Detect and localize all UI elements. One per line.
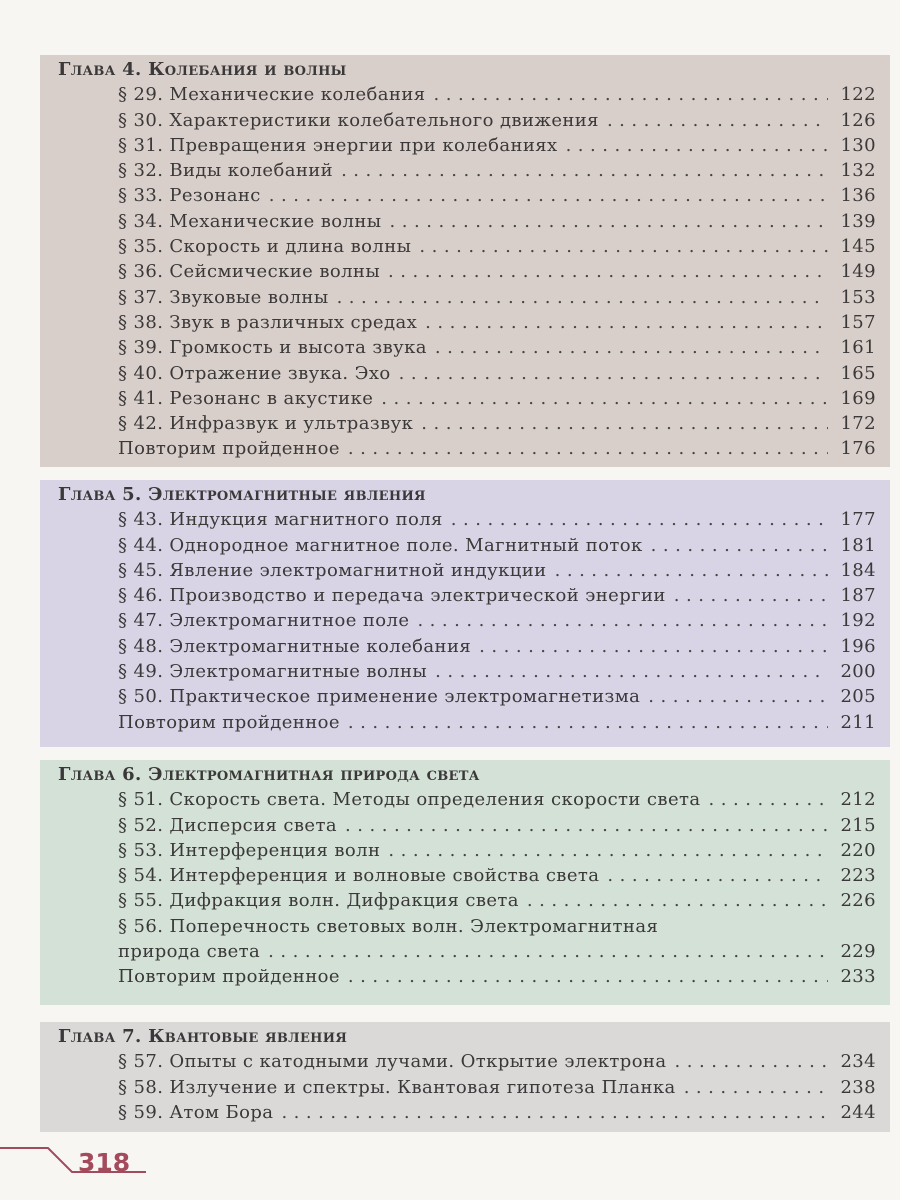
dot-leader — [674, 1049, 828, 1074]
dot-leader — [684, 1075, 828, 1100]
dot-leader — [337, 285, 828, 310]
section-title: Повторим пройденное — [118, 966, 340, 988]
page-ref: 200 — [840, 661, 876, 683]
dot-leader — [451, 507, 828, 532]
page-ref: 130 — [840, 134, 876, 156]
section-number: § 58. — [118, 1076, 164, 1098]
dot-leader — [388, 259, 828, 284]
chapter-5-section — [40, 480, 890, 747]
section-title: Резонанс в акустике — [169, 387, 374, 409]
page-ref: 244 — [840, 1101, 876, 1123]
chapter-4-section — [40, 55, 890, 467]
section-number: § 43. — [118, 509, 164, 531]
section-title-continuation: природа света — [118, 941, 261, 963]
page-ref: 223 — [840, 865, 876, 887]
toc-entry-first-line[interactable] — [58, 914, 876, 939]
section-number: § 41. — [118, 387, 164, 409]
toc-entry[interactable] — [58, 335, 876, 360]
page-ref: 181 — [840, 534, 876, 556]
dot-leader — [555, 558, 828, 583]
page-ref: 165 — [840, 362, 876, 384]
toc-entry[interactable] — [58, 1100, 876, 1125]
page-ref: 153 — [840, 286, 876, 308]
section-number: § 33. — [118, 185, 164, 207]
dot-leader — [268, 939, 828, 964]
page-ref: 196 — [840, 635, 876, 657]
page-ref: 211 — [840, 711, 876, 733]
section-number: § 42. — [118, 413, 164, 435]
toc-entry[interactable] — [58, 361, 876, 386]
dot-leader — [421, 411, 828, 436]
chapter-7-section — [40, 1022, 890, 1132]
toc-entry[interactable] — [58, 209, 876, 234]
section-number: § 32. — [118, 160, 164, 182]
section-title: Механические колебания — [169, 84, 426, 106]
section-title: Поперечность световых волн. Электромагнитная — [169, 915, 659, 937]
toc-entry[interactable] — [58, 386, 876, 411]
toc-entry[interactable] — [58, 158, 876, 183]
toc-entry[interactable] — [58, 964, 876, 989]
section-title: Электромагнитное поле — [169, 610, 410, 632]
toc-entry[interactable] — [58, 1075, 876, 1100]
dot-leader — [435, 659, 828, 684]
chapter-heading: Глава 5. Электромагнитные явления — [58, 484, 426, 505]
page-ref: 233 — [840, 966, 876, 988]
dot-leader — [425, 310, 828, 335]
toc-entry[interactable] — [58, 710, 876, 735]
toc-entry[interactable] — [58, 436, 876, 461]
section-title: Излучение и спектры. Квантовая гипотеза Планка — [169, 1076, 676, 1098]
chapter-heading: Глава 4. Колебания и волны — [58, 59, 347, 80]
page-ref: 212 — [840, 789, 876, 811]
section-number: § 38. — [118, 311, 164, 333]
dot-leader — [281, 1100, 828, 1125]
section-number: § 39. — [118, 337, 164, 359]
dot-leader — [390, 209, 828, 234]
dot-leader — [648, 684, 828, 709]
section-number: § 54. — [118, 865, 164, 887]
dot-leader — [341, 158, 828, 183]
section-number: § 50. — [118, 686, 164, 708]
toc-entry[interactable] — [58, 888, 876, 913]
dot-leader — [607, 863, 828, 888]
page-ref: 226 — [840, 890, 876, 912]
section-title: Повторим пройденное — [118, 711, 340, 733]
section-title: Механические волны — [169, 210, 382, 232]
toc-entry[interactable] — [58, 659, 876, 684]
section-number: § 53. — [118, 839, 164, 861]
section-title: Интерференция и волновые свойства света — [169, 865, 600, 887]
toc-entry[interactable] — [58, 813, 876, 838]
section-number: § 52. — [118, 814, 164, 836]
section-number: § 36. — [118, 261, 164, 283]
section-number: § 30. — [118, 109, 164, 131]
page-ref: 184 — [840, 559, 876, 581]
dot-leader — [388, 838, 828, 863]
dot-leader — [566, 133, 828, 158]
dot-leader — [399, 361, 828, 386]
dot-leader — [417, 608, 828, 633]
section-title: Звук в различных средах — [169, 311, 418, 333]
section-number: § 44. — [118, 534, 164, 556]
toc-entry[interactable] — [58, 533, 876, 558]
section-title: Дисперсия света — [169, 814, 337, 836]
dot-leader — [674, 583, 828, 608]
dot-leader — [435, 335, 828, 360]
page-ref: 229 — [840, 941, 876, 963]
toc-entry[interactable] — [58, 507, 876, 532]
dot-leader — [433, 82, 828, 107]
dot-leader — [651, 533, 828, 558]
page-ref: 172 — [840, 413, 876, 435]
section-number: § 59. — [118, 1101, 164, 1123]
page-number: 318 — [78, 1148, 131, 1177]
toc-entry[interactable] — [58, 183, 876, 208]
section-title: Отражение звука. Эхо — [169, 362, 391, 384]
section-title: Скорость света. Методы определения скорости света — [169, 789, 701, 811]
dot-leader — [527, 888, 828, 913]
section-number: § 45. — [118, 559, 164, 581]
section-title: Сейсмические волны — [169, 261, 381, 283]
section-number: § 56. — [118, 915, 164, 937]
page-ref: 187 — [840, 585, 876, 607]
section-title: Индукция магнитного поля — [169, 509, 443, 531]
toc-entry[interactable] — [58, 310, 876, 335]
toc-entry[interactable] — [58, 838, 876, 863]
page-ref: 136 — [840, 185, 876, 207]
section-number: § 46. — [118, 585, 164, 607]
dot-leader — [607, 108, 828, 133]
toc-entry[interactable] — [58, 82, 876, 107]
section-number: § 47. — [118, 610, 164, 632]
section-title: Резонанс — [169, 185, 261, 207]
section-number: § 29. — [118, 84, 164, 106]
dot-leader — [709, 787, 829, 812]
page-ref: 132 — [840, 160, 876, 182]
toc-entry[interactable] — [58, 608, 876, 633]
toc-entry[interactable] — [58, 939, 876, 964]
section-number: § 48. — [118, 635, 164, 657]
section-number: § 57. — [118, 1051, 164, 1073]
section-number: § 49. — [118, 661, 164, 683]
section-title: Виды колебаний — [169, 160, 334, 182]
section-title: Звуковые волны — [169, 286, 329, 308]
toc-entry[interactable] — [58, 684, 876, 709]
section-title: Повторим пройденное — [118, 438, 340, 460]
toc-entry[interactable] — [58, 787, 876, 812]
page-ref: 238 — [840, 1076, 876, 1098]
section-title: Практическое применение электромагнетизма — [169, 686, 641, 708]
page-ref: 220 — [840, 839, 876, 861]
section-title: Производство и передача электрической энергии — [169, 585, 666, 607]
page-ref: 169 — [840, 387, 876, 409]
chapter-heading: Глава 7. Квантовые явления — [58, 1026, 348, 1047]
toc-entry[interactable] — [58, 133, 876, 158]
toc-entry[interactable] — [58, 234, 876, 259]
page-ref: 157 — [840, 311, 876, 333]
section-number: § 55. — [118, 890, 164, 912]
page-ref: 145 — [840, 236, 876, 258]
dot-leader — [269, 183, 828, 208]
toc-entry[interactable] — [58, 259, 876, 284]
page-ref: 139 — [840, 210, 876, 232]
section-number: § 37. — [118, 286, 164, 308]
page-ref: 177 — [840, 509, 876, 531]
toc-entry[interactable] — [58, 285, 876, 310]
section-title: Характеристики колебательного движения — [169, 109, 599, 131]
page-ref: 176 — [840, 438, 876, 460]
section-title: Инфразвук и ультразвук — [169, 413, 414, 435]
chapter-6-section — [40, 760, 890, 1005]
dot-leader — [348, 964, 828, 989]
toc-entry[interactable] — [58, 583, 876, 608]
section-number: § 40. — [118, 362, 164, 384]
toc-entry[interactable] — [58, 634, 876, 659]
section-title: Скорость и длина волны — [169, 236, 412, 258]
section-title: Электромагнитные колебания — [169, 635, 472, 657]
section-number: § 31. — [118, 134, 164, 156]
section-title: Дифракция волн. Дифракция света — [169, 890, 519, 912]
section-title: Явление электромагнитной индукции — [169, 559, 547, 581]
page-ref: 126 — [840, 109, 876, 131]
section-number: § 35. — [118, 236, 164, 258]
section-title: Атом Бора — [169, 1101, 274, 1123]
section-title: Электромагнитные волны — [169, 661, 428, 683]
dot-leader — [381, 386, 828, 411]
section-title: Опыты с катодными лучами. Открытие электрона — [169, 1051, 667, 1073]
toc-entry[interactable] — [58, 558, 876, 583]
toc-entry[interactable] — [58, 108, 876, 133]
section-title: Превращения энергии при колебаниях — [169, 134, 558, 156]
page-ref: 205 — [840, 686, 876, 708]
section-title: Однородное магнитное поле. Магнитный поток — [169, 534, 643, 556]
toc-entry[interactable] — [58, 1049, 876, 1074]
page-ref: 122 — [840, 84, 876, 106]
chapter-heading: Глава 6. Электромагнитная природа света — [58, 764, 480, 785]
section-number: § 51. — [118, 789, 164, 811]
dot-leader — [479, 634, 828, 659]
section-title: Интерференция волн — [169, 839, 381, 861]
toc-entry[interactable] — [58, 863, 876, 888]
section-number: § 34. — [118, 210, 164, 232]
page-ref: 215 — [840, 814, 876, 836]
section-title: Громкость и высота звука — [169, 337, 427, 359]
page-ref: 149 — [840, 261, 876, 283]
page-ref: 234 — [840, 1051, 876, 1073]
dot-leader — [419, 234, 828, 259]
page-ref: 161 — [840, 337, 876, 359]
dot-leader — [348, 710, 828, 735]
toc-entry[interactable] — [58, 411, 876, 436]
dot-leader — [345, 813, 828, 838]
page-ref: 192 — [840, 610, 876, 632]
dot-leader — [348, 436, 828, 461]
